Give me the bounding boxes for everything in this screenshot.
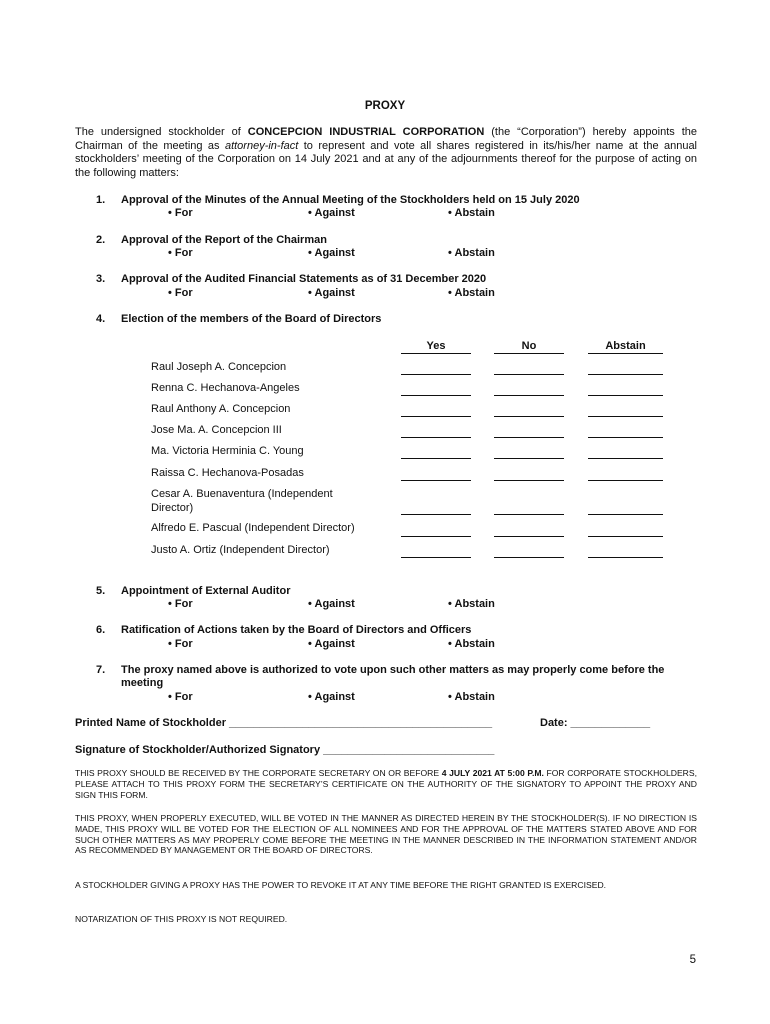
vote-abstain-blank[interactable] xyxy=(588,395,663,396)
vote-yes-blank[interactable] xyxy=(401,458,471,459)
option-for[interactable]: • For xyxy=(168,287,193,299)
note-voting: THIS PROXY, WHEN PROPERLY EXECUTED, WILL BE VOTED IN THE MANNER AS DIRECTED HEREIN BY THE STOCKHOLDER(S). IF NO DIRECTION IS MADE, THIS PROXY WILL BE VOTED FOR THE ELECTION OF ALL NOMINEES AND FOR THE APPROVAL OF THE MATTERS STATED ABOVE AND FOR SUCH OTHER MATTERS AS MAY PROPERLY COME BEFORE THE MEETING IN THE MANNER DESCRIBED IN THE INFORMATION STATEMENT AND/OR AS RECOMMENDED BY MANAGEMENT OR THE BOARD OF DIRECTORS. xyxy=(75,813,697,856)
page-number: 5 xyxy=(689,954,696,966)
vote-abstain-blank[interactable] xyxy=(588,458,663,459)
option-for[interactable]: • For xyxy=(168,207,193,219)
note-deadline xyxy=(75,768,697,800)
option-against[interactable]: • Against xyxy=(308,287,355,299)
item-text: Election of the members of the Board of Directors xyxy=(121,313,382,325)
nominee-name: Jose Ma. A. Concepcion III xyxy=(151,424,282,436)
option-for[interactable]: • For xyxy=(168,638,193,650)
option-for[interactable]: • For xyxy=(168,598,193,610)
option-against[interactable]: • Against xyxy=(308,638,355,650)
vote-yes-blank[interactable] xyxy=(401,374,471,375)
vote-yes-blank[interactable] xyxy=(401,416,471,417)
vote-yes-blank[interactable] xyxy=(401,514,471,515)
option-for[interactable]: • For xyxy=(168,691,193,703)
nominee-name: Alfredo E. Pascual (Independent Director) xyxy=(151,522,355,534)
nominee-name: Raul Anthony A. Concepcion xyxy=(151,403,291,415)
vote-yes-blank[interactable] xyxy=(401,536,471,537)
item-number: 6. xyxy=(96,624,106,636)
vote-no-blank[interactable] xyxy=(494,557,564,558)
vote-no-blank[interactable] xyxy=(494,458,564,459)
deadline-date: 4 JULY 2021 AT 5:00 P.M. xyxy=(441,768,544,778)
vote-no-blank[interactable] xyxy=(494,416,564,417)
vote-no-blank[interactable] xyxy=(494,437,564,438)
option-against[interactable]: • Against xyxy=(308,598,355,610)
nominee-name: Justo A. Ortiz (Independent Director) xyxy=(151,544,330,556)
item-text: The proxy named above is authorized to vote upon such other matters as may properly come before the meeting xyxy=(121,664,665,689)
vote-yes-blank[interactable] xyxy=(401,557,471,558)
nominee-name: Ma. Victoria Herminia C. Young xyxy=(151,445,304,457)
column-abstain: Abstain xyxy=(588,340,663,354)
option-abstain[interactable]: • Abstain xyxy=(448,247,495,259)
vote-abstain-blank[interactable] xyxy=(588,480,663,481)
item-text: Approval of the Report of the Chairman xyxy=(121,234,327,246)
date-line[interactable]: Date: _____________ xyxy=(540,717,651,729)
option-abstain[interactable]: • Abstain xyxy=(448,598,495,610)
vote-abstain-blank[interactable] xyxy=(588,536,663,537)
vote-no-blank[interactable] xyxy=(494,536,564,537)
item-number: 1. xyxy=(96,194,106,206)
option-abstain[interactable]: • Abstain xyxy=(448,287,495,299)
item-text: Ratification of Actions taken by the Board of Directors and Officers xyxy=(121,624,472,636)
item-number: 4. xyxy=(96,313,106,325)
vote-abstain-blank[interactable] xyxy=(588,437,663,438)
option-against[interactable]: • Against xyxy=(308,207,355,219)
item-text: Approval of the Minutes of the Annual Meeting of the Stockholders held on 15 July 2020 xyxy=(121,194,580,206)
vote-no-blank[interactable] xyxy=(494,514,564,515)
vote-yes-blank[interactable] xyxy=(401,395,471,396)
vote-abstain-blank[interactable] xyxy=(588,374,663,375)
item-number: 3. xyxy=(96,273,106,285)
note-revoke: A STOCKHOLDER GIVING A PROXY HAS THE POWER TO REVOKE IT AT ANY TIME BEFORE THE RIGHT GRANTED IS EXERCISED. xyxy=(75,880,607,890)
vote-yes-blank[interactable] xyxy=(401,437,471,438)
nominee-name: Raissa C. Hechanova-Posadas xyxy=(151,467,304,479)
option-against[interactable]: • Against xyxy=(308,691,355,703)
nominee-name: Raul Joseph A. Concepcion xyxy=(151,361,287,373)
intro-text-2: (the “Corporation”) hereby appoints the Chairman of the meeting as xyxy=(75,126,698,152)
vote-yes-blank[interactable] xyxy=(401,480,471,481)
attorney-in-fact: attorney-in-fact xyxy=(224,139,299,152)
item-number: 5. xyxy=(96,585,106,597)
corporation-name: CONCEPCION INDUSTRIAL CORPORATION xyxy=(247,126,485,138)
option-abstain[interactable]: • Abstain xyxy=(448,207,495,219)
signatory-line[interactable]: Signature of Stockholder/Authorized Signatory ____________________________ xyxy=(75,744,495,756)
option-abstain[interactable]: • Abstain xyxy=(448,638,495,650)
nominee-name: Cesar A. Buenaventura (Independent Director) xyxy=(151,488,333,514)
note-text: THIS PROXY SHOULD BE RECEIVED BY THE CORPORATE SECRETARY ON OR BEFORE xyxy=(75,768,442,778)
note-text: FOR CORPORATE STOCKHOLDERS, PLEASE ATTACH TO THIS PROXY FORM THE SECRETARY’S CERTIFICATE ON THE AUTHORITY OF THE SIGNATORY TO APPOINT THE PROXY AND SIGN THIS FORM. xyxy=(75,768,697,800)
vote-abstain-blank[interactable] xyxy=(588,514,663,515)
vote-no-blank[interactable] xyxy=(494,480,564,481)
option-against[interactable]: • Against xyxy=(308,247,355,259)
item-number: 7. xyxy=(96,664,106,676)
option-for[interactable]: • For xyxy=(168,247,193,259)
note-notarization: NOTARIZATION OF THIS PROXY IS NOT REQUIRED. xyxy=(75,914,288,924)
item-number: 2. xyxy=(96,234,106,246)
vote-no-blank[interactable] xyxy=(494,374,564,375)
page-title: PROXY xyxy=(364,100,406,112)
vote-abstain-blank[interactable] xyxy=(588,557,663,558)
intro-text-3: to represent and vote all shares registered in its/his/her name at the annual stockholders’ meeting of the Corporation on 14 July 2021 and at any of the adjournments thereof for the purpose of acting on the following matters: xyxy=(75,139,698,179)
vote-no-blank[interactable] xyxy=(494,395,564,396)
column-no: No xyxy=(494,340,564,354)
intro-text-1: The undersigned stockholder of xyxy=(75,126,248,138)
item-text: Approval of the Audited Financial Statements as of 31 December 2020 xyxy=(121,273,487,285)
column-yes: Yes xyxy=(401,340,471,354)
nominee-name: Renna C. Hechanova-Angeles xyxy=(151,382,300,394)
item-text: Appointment of External Auditor xyxy=(121,585,291,597)
printed-name-line[interactable]: Printed Name of Stockholder ___________________________________________ xyxy=(75,717,493,729)
intro-paragraph xyxy=(75,126,697,180)
option-abstain[interactable]: • Abstain xyxy=(448,691,495,703)
vote-abstain-blank[interactable] xyxy=(588,416,663,417)
